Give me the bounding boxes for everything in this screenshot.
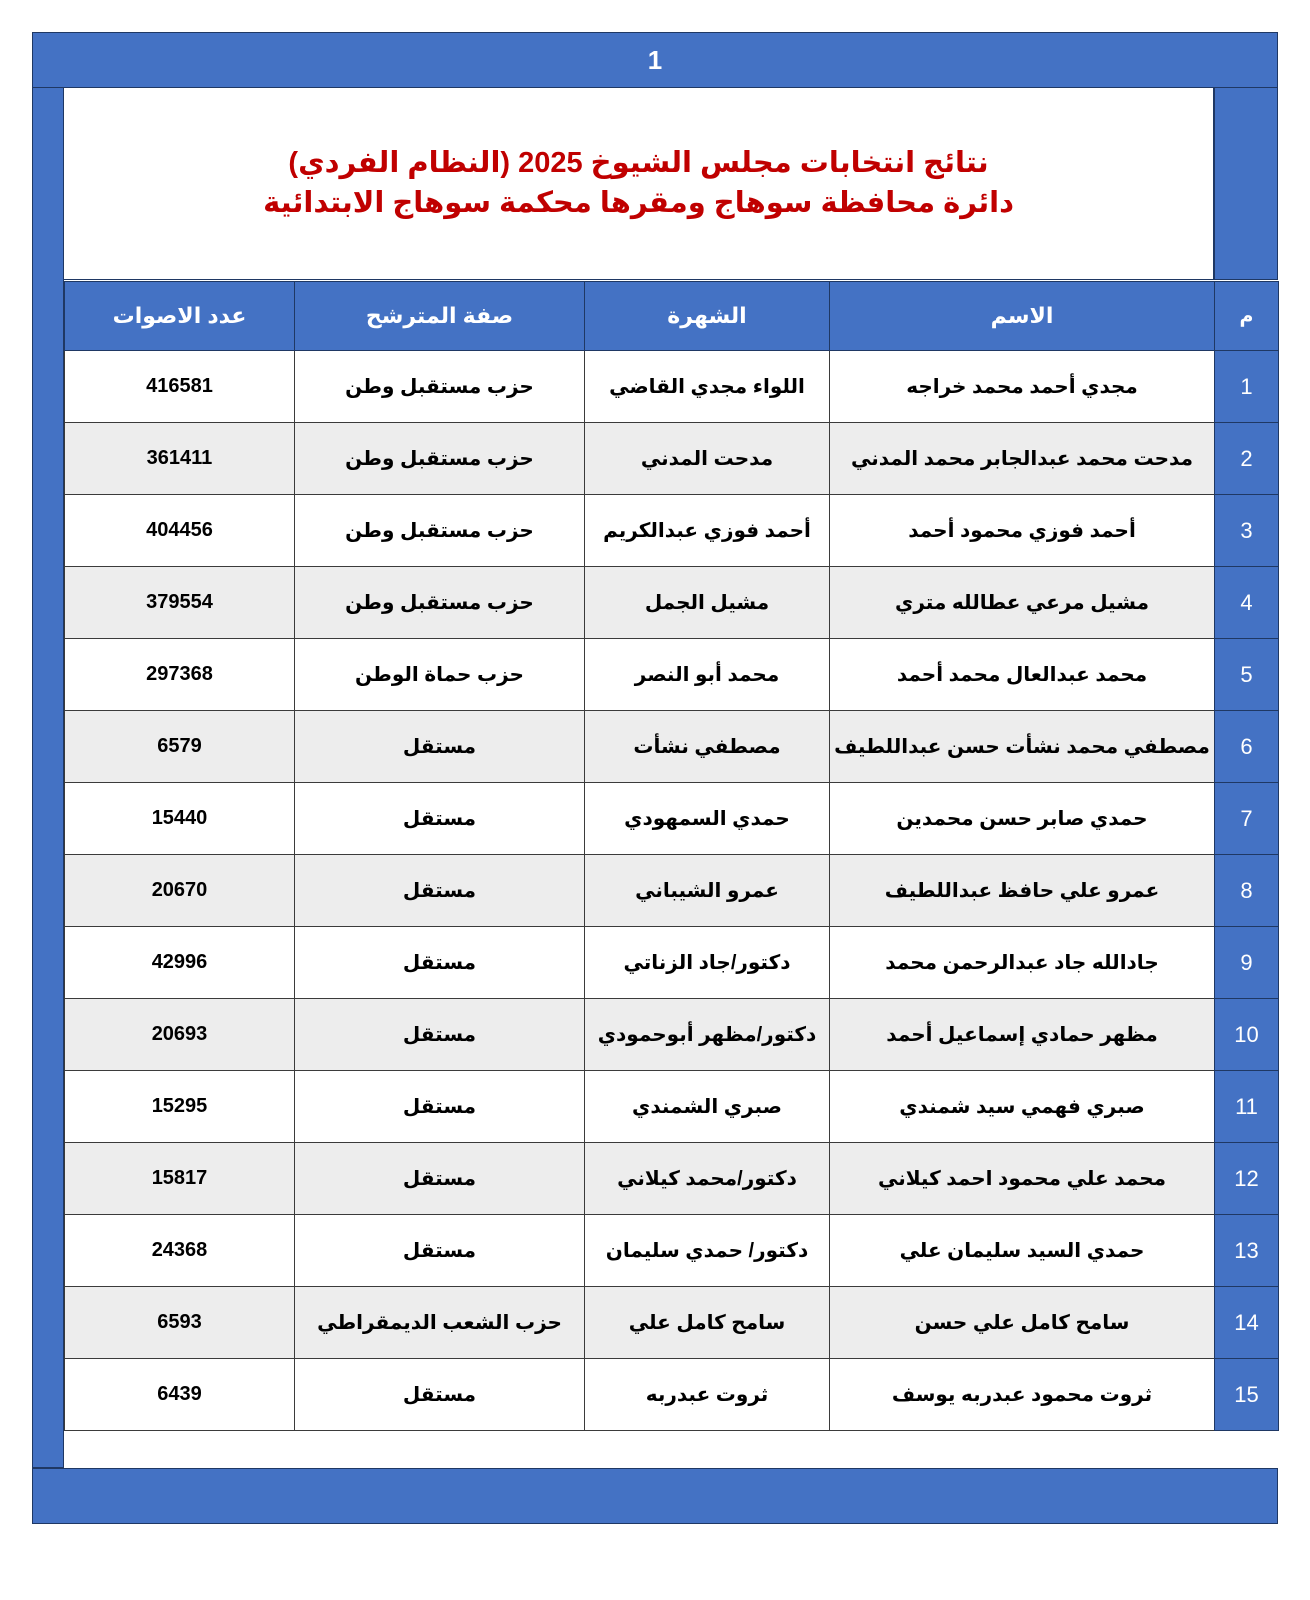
candidate-fame-cell: دكتور/ حمدي سليمان [585,1215,830,1287]
candidate-type-cell: مستقل [295,1359,585,1431]
vote-count-cell: 15817 [65,1143,295,1215]
column-header-num: م [1215,282,1279,351]
row-number-cell: 10 [1215,999,1279,1071]
candidate-fame-cell: مشيل الجمل [585,567,830,639]
candidate-type-cell: مستقل [295,999,585,1071]
row-number-cell: 14 [1215,1287,1279,1359]
candidate-type-cell: حزب الشعب الديمقراطي [295,1287,585,1359]
row-number-cell: 7 [1215,783,1279,855]
table-row [65,567,1279,639]
candidate-type-cell: حزب حماة الوطن [295,639,585,711]
table-row [65,783,1279,855]
candidate-fame-cell: دكتور/جاد الزناتي [585,927,830,999]
candidate-fame-cell: مدحت المدني [585,423,830,495]
candidate-fame-cell: دكتور/مظهر أبوحمودي [585,999,830,1071]
vote-count-cell: 379554 [65,567,295,639]
table-row [65,711,1279,783]
row-number-cell: 5 [1215,639,1279,711]
vote-count-cell: 20693 [65,999,295,1071]
table-row [65,423,1279,495]
row-number-cell: 8 [1215,855,1279,927]
candidate-type-cell: مستقل [295,927,585,999]
vote-count-cell: 6579 [65,711,295,783]
candidate-name-cell: حمدي صابر حسن محمدين [830,783,1215,855]
candidate-fame-cell: محمد أبو النصر [585,639,830,711]
table-body [65,351,1279,1431]
table-header [65,282,1279,351]
vote-count-cell: 15295 [65,1071,295,1143]
table-row [65,1071,1279,1143]
candidate-type-cell: مستقل [295,855,585,927]
vote-count-cell: 42996 [65,927,295,999]
column-header-fame: الشهرة [585,282,830,351]
table-header-row [65,282,1279,351]
candidate-name-cell: مشيل مرعي عطالله متري [830,567,1215,639]
row-number-cell: 15 [1215,1359,1279,1431]
table-row [65,639,1279,711]
row-number-cell: 12 [1215,1143,1279,1215]
candidate-type-cell: مستقل [295,711,585,783]
candidate-name-cell: عمرو علي حافظ عبداللطيف [830,855,1215,927]
vote-count-cell: 6439 [65,1359,295,1431]
vote-count-cell: 297368 [65,639,295,711]
row-number-cell: 13 [1215,1215,1279,1287]
row-number-cell: 2 [1215,423,1279,495]
candidate-name-cell: أحمد فوزي محمود أحمد [830,495,1215,567]
election-results-table [64,281,1279,1431]
candidate-fame-cell: ثروت عبدربه [585,1359,830,1431]
column-header-type: صفة المترشح [295,282,585,351]
candidate-name-cell: سامح كامل علي حسن [830,1287,1215,1359]
table-row [65,855,1279,927]
candidate-fame-cell: حمدي السمهودي [585,783,830,855]
vote-count-cell: 6593 [65,1287,295,1359]
title-line-1: نتائج انتخابات مجلس الشيوخ 2025 (النظام الفردي) [288,147,989,180]
table-row [65,927,1279,999]
row-number-cell: 6 [1215,711,1279,783]
candidate-type-cell: حزب مستقبل وطن [295,351,585,423]
column-header-name: الاسم [830,282,1215,351]
candidate-name-cell: صبري فهمي سيد شمندي [830,1071,1215,1143]
vote-count-cell: 15440 [65,783,295,855]
vote-count-cell: 20670 [65,855,295,927]
row-number-cell: 3 [1215,495,1279,567]
page-number-label: 1 [647,45,663,75]
frame-left-border [32,88,64,1468]
candidate-name-cell: حمدي السيد سليمان علي [830,1215,1215,1287]
frame-right-border [1214,88,1278,280]
page-number-banner [32,32,1278,88]
row-number-cell: 4 [1215,567,1279,639]
candidate-type-cell: مستقل [295,1143,585,1215]
candidate-name-cell: مصطفي محمد نشأت حسن عبداللطيف [830,711,1215,783]
candidate-fame-cell: أحمد فوزي عبدالكريم [585,495,830,567]
vote-count-cell: 361411 [65,423,295,495]
candidate-name-cell: مظهر حمادي إسماعيل أحمد [830,999,1215,1071]
candidate-name-cell: جادالله جاد عبدالرحمن محمد [830,927,1215,999]
table-row [65,495,1279,567]
candidate-fame-cell: عمرو الشيباني [585,855,830,927]
row-number-cell: 1 [1215,351,1279,423]
table-row [65,1215,1279,1287]
candidate-name-cell: مجدي أحمد محمد خراجه [830,351,1215,423]
vote-count-cell: 416581 [65,351,295,423]
candidate-fame-cell: سامح كامل علي [585,1287,830,1359]
candidate-fame-cell: صبري الشمندي [585,1071,830,1143]
candidate-type-cell: مستقل [295,783,585,855]
candidate-fame-cell: دكتور/محمد كيلاني [585,1143,830,1215]
frame-bottom-border [32,1468,1278,1524]
candidate-type-cell: مستقل [295,1071,585,1143]
row-number-cell: 11 [1215,1071,1279,1143]
table-row [65,351,1279,423]
table-row [65,1143,1279,1215]
candidate-fame-cell: اللواء مجدي القاضي [585,351,830,423]
column-header-votes: عدد الاصوات [65,282,295,351]
candidate-type-cell: حزب مستقبل وطن [295,495,585,567]
table-row [65,1359,1279,1431]
table-row [65,999,1279,1071]
title-block [64,88,1214,280]
candidate-name-cell: محمد عبدالعال محمد أحمد [830,639,1215,711]
candidate-name-cell: مدحت محمد عبدالجابر محمد المدني [830,423,1215,495]
row-number-cell: 9 [1215,927,1279,999]
candidate-name-cell: محمد علي محمود احمد كيلاني [830,1143,1215,1215]
vote-count-cell: 404456 [65,495,295,567]
candidate-type-cell: حزب مستقبل وطن [295,567,585,639]
table-row [65,1287,1279,1359]
candidate-type-cell: مستقل [295,1215,585,1287]
title-line-2: دائرة محافظة سوهاج ومقرها محكمة سوهاج الابتدائية [263,186,1014,219]
candidate-type-cell: حزب مستقبل وطن [295,423,585,495]
candidate-name-cell: ثروت محمود عبدربه يوسف [830,1359,1215,1431]
vote-count-cell: 24368 [65,1215,295,1287]
candidate-fame-cell: مصطفي نشأت [585,711,830,783]
